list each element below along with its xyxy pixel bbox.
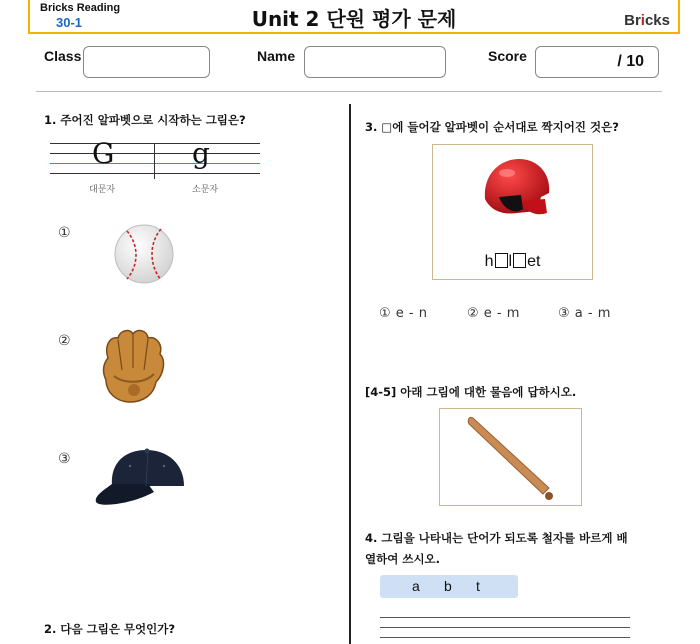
scrambled-letters — [380, 575, 518, 598]
question-2: 2. 다음 그림은 무엇인가? — [44, 622, 176, 636]
name-field[interactable] — [304, 46, 446, 78]
baseball-bat-icon — [465, 414, 559, 506]
uppercase-label: 대문자 — [89, 185, 116, 195]
bat-picture-frame — [439, 408, 582, 506]
option-3-number[interactable]: ③ — [58, 451, 71, 467]
answer-line[interactable] — [380, 627, 630, 628]
name-label: Name — [257, 48, 296, 64]
blank-box-1[interactable] — [495, 253, 508, 268]
header-divider — [36, 91, 662, 92]
class-field[interactable] — [83, 46, 210, 78]
letter-tile-3: t — [476, 578, 480, 594]
level-code: 30-1 — [56, 15, 83, 30]
baseball-glove-icon[interactable] — [100, 328, 168, 410]
handwriting-lines — [50, 137, 260, 181]
choice-3[interactable]: ③ a - m — [558, 306, 611, 321]
baseball-icon[interactable] — [113, 223, 175, 289]
lowercase-label: 소문자 — [192, 185, 219, 195]
question-3: 3. □에 들어갈 알파벳이 순서대로 짝지어진 것은? — [365, 120, 619, 134]
answer-line[interactable] — [380, 617, 630, 618]
word-puzzle: h l et — [484, 253, 541, 270]
series-name: Bricks Reading — [40, 2, 121, 14]
option-2-number[interactable]: ② — [58, 333, 71, 349]
page-title: Unit 2 단원 평가 문제 — [251, 7, 457, 31]
choice-2[interactable]: ② e - m — [467, 306, 520, 321]
uppercase-letter: G — [92, 137, 115, 170]
batting-helmet-icon — [477, 155, 553, 229]
question-4-line-1: 4. 그림을 나타내는 단어가 되도록 철자를 바르게 배 — [365, 531, 628, 545]
answer-line[interactable] — [380, 637, 630, 638]
letter-tile-2: b — [444, 578, 452, 594]
letter-tile-1: a — [412, 578, 420, 594]
question-4-5-instruction: [4-5] 아래 그림에 대한 물음에 답하시오. — [365, 385, 577, 399]
score-total: / 10 — [617, 53, 644, 70]
choice-1[interactable]: ① e - n — [379, 306, 428, 321]
score-label: Score — [488, 48, 527, 64]
lowercase-letter: g — [192, 137, 210, 170]
question-1: 1. 주어진 알파벳으로 시작하는 그림은? — [44, 113, 246, 127]
baseball-cap-icon[interactable] — [92, 446, 190, 514]
helmet-picture-frame — [432, 144, 593, 280]
score-field[interactable] — [535, 46, 659, 78]
class-label: Class — [44, 48, 82, 64]
option-1-number[interactable]: ① — [58, 225, 71, 241]
bricks-logo: Bricks — [624, 12, 670, 29]
question-4-line-2: 열하여 쓰시오. — [365, 552, 441, 566]
worksheet-header — [28, 0, 680, 34]
column-divider — [349, 104, 351, 644]
blank-box-2[interactable] — [513, 253, 526, 268]
